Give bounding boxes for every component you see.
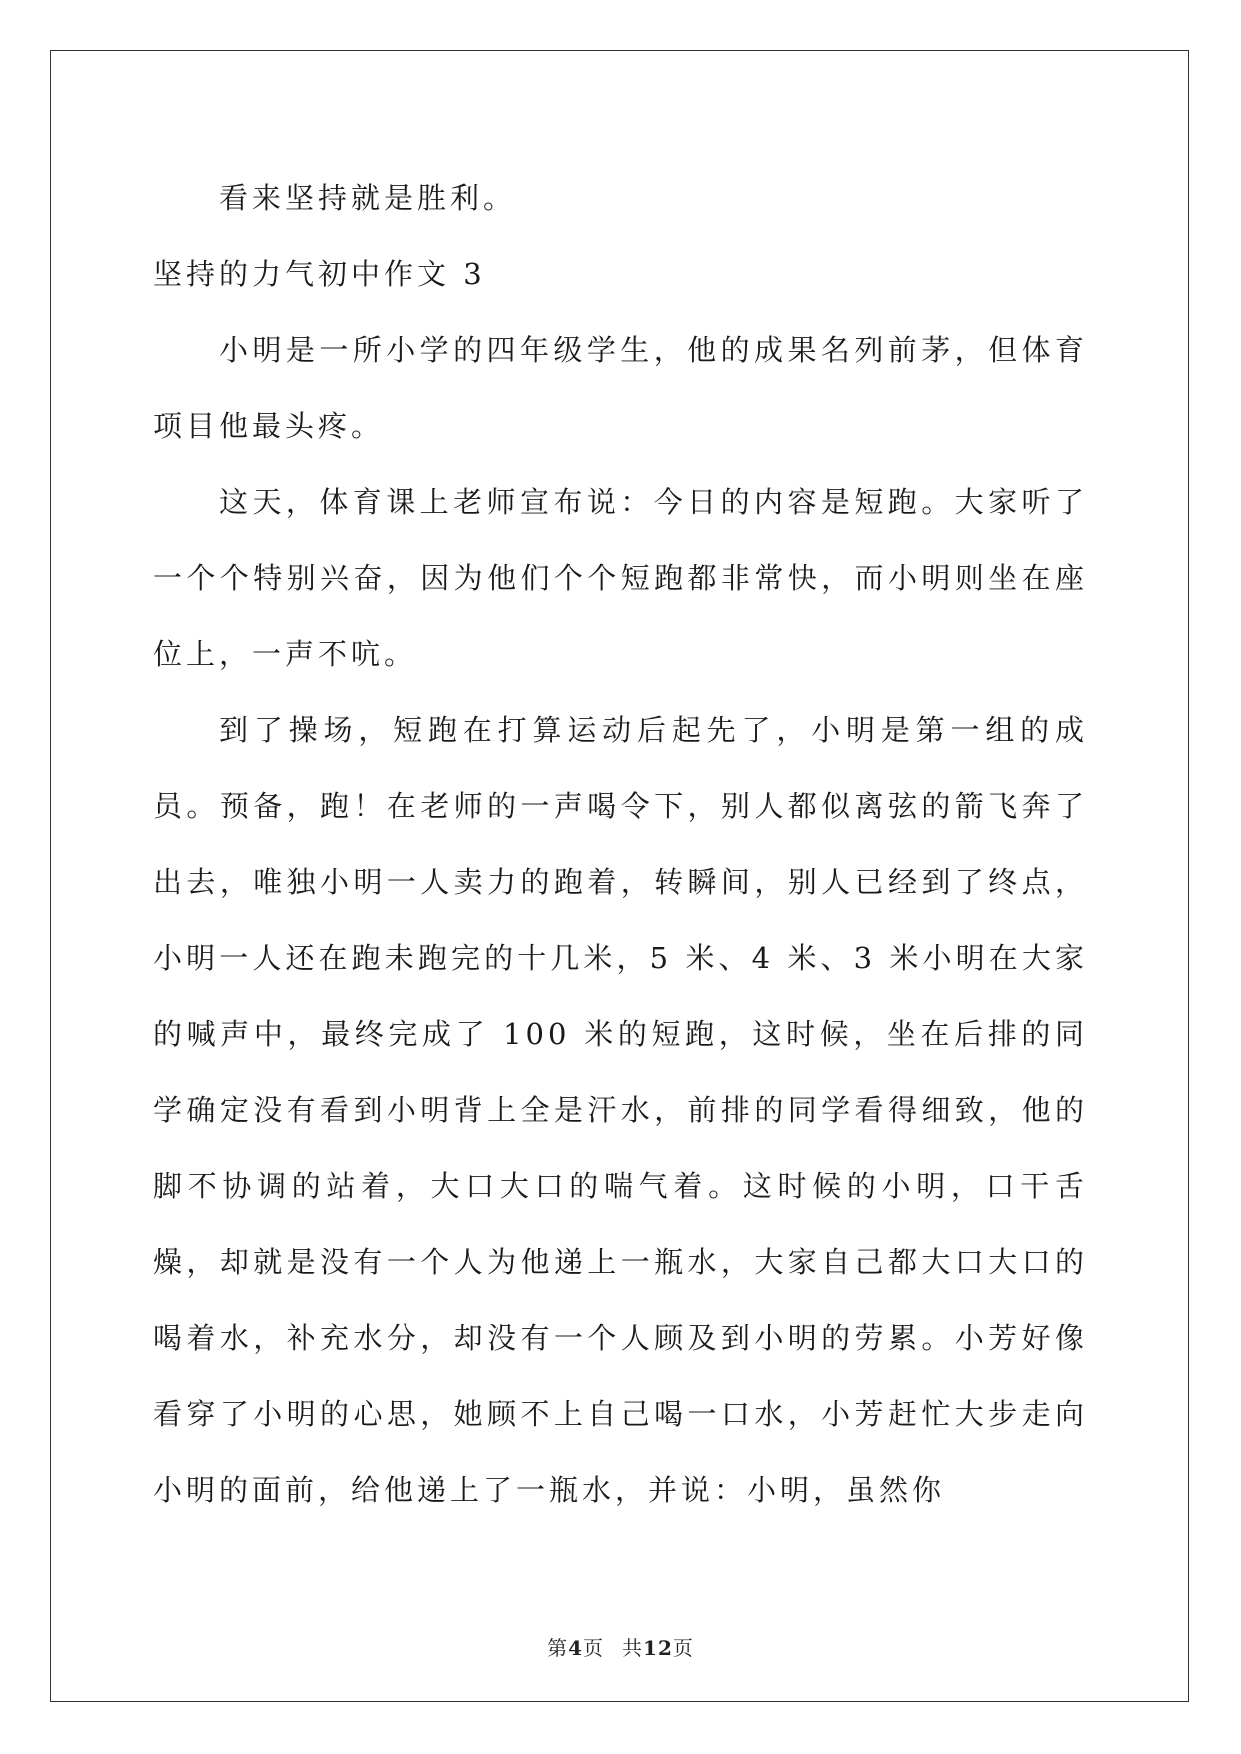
total-pages: 12 [643,1636,673,1660]
paragraph-conclusion: 看来坚持就是胜利。 [219,181,517,215]
paragraph-intro: 小明是一所小学的四年级学生，他的成果名列前茅，但体育项目他最头疼。 [153,333,1088,443]
total-suffix: 页 [672,1636,694,1660]
page-suffix: 页 [583,1636,605,1660]
page-number: 4 [568,1636,584,1660]
total-prefix: 共 [622,1636,644,1660]
page-footer [0,1632,1241,1661]
section-heading: 坚持的力气初中作文 3 [153,257,486,291]
page-prefix: 第 [547,1636,569,1660]
document-body [153,160,1088,1528]
paragraph-announcement: 这天，体育课上老师宣布说：今日的内容是短跑。大家听了一个个特别兴奋，因为他们个个短跑都非常快，而小明则坐在座位上，一声不吭。 [153,485,1088,671]
paragraph-race: 到了操场，短跑在打算运动后起先了，小明是第一组的成员。预备，跑！在老师的一声喝令下，别人都似离弦的箭飞奔了出去，唯独小明一人卖力的跑着，转瞬间，别人已经到了终点，小明一人还在跑未跑完的十几米，5 米、4 米、3 米小明在大家的喊声中，最终完成了 100 米的短跑，这时候，坐在后排的同学确定没有看到小明背上全是汗水，前排的同学看得细致，他的脚不协调的站着，大口大口的喘气着。这时候的小明，口干舌燥，却就是没有一个人为他递上一瓶水，大家自己都大口大口的喝着水，补充水分，却没有一个人顾及到小明的劳累。小芳好像看穿了小明的心思，她顾不上自己喝一口水，小芳赶忙大步走向小明的面前，给他递上了一瓶水，并说：小明，虽然你 [153,713,1088,1507]
